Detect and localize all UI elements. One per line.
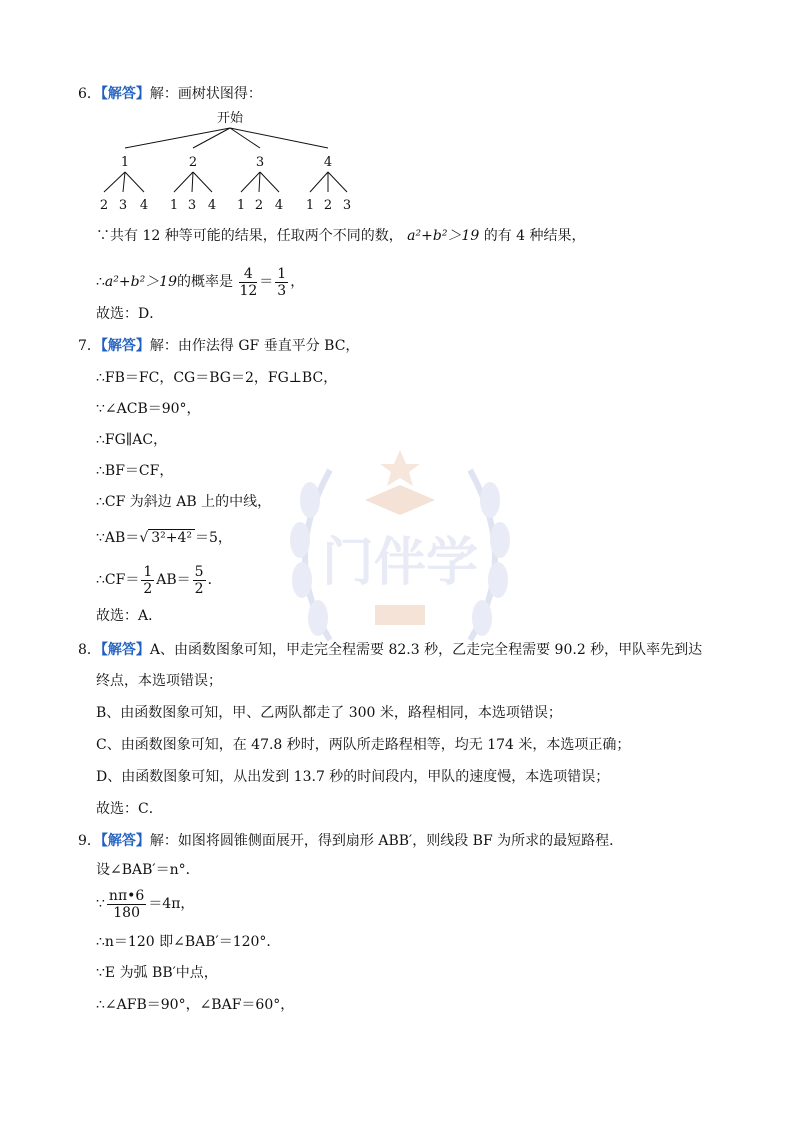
tree-branch-1: 1 [120,155,130,170]
tree-leaf: 4 [274,198,284,213]
square-root: √ 3²+4² [139,524,195,552]
tree-leaf: 1 [169,198,179,213]
tree-branch-2: 2 [188,155,198,170]
tree-root: 开始 [216,111,244,126]
q6-answer: 故选：D． [96,306,164,322]
q7-line6: ∴CF 为斜边 AB 上的中线， [96,494,272,510]
question-number: 7． [78,338,101,354]
answer-tag: 【解答】 [100,338,150,354]
tree-branch-3: 3 [255,155,265,170]
q8-line4: C、由函数图象可知，在 47.8 秒时，两队所走路程相等，均无 174 米，本选项正确； [96,737,631,753]
text-segment: 的有 4 种结果， [483,228,586,244]
fraction: $\frac{5}{2}$ [194,563,204,597]
q8-answer: 故选：C． [96,801,163,817]
q8-line2: 终点，本选项错误； [96,673,222,689]
question-number: 9． [78,833,101,849]
q9-line6: ∴∠AFB＝90°，∠BAF＝60°， [96,997,295,1013]
q6-line2 [96,226,586,246]
tree-diagram [90,106,380,216]
fraction: $\frac{1}{3}$ [277,265,287,299]
q7-line2: ∴FB＝FC，CG＝BG＝2，FG⊥BC， [96,370,338,386]
tree-leaf: 2 [254,198,264,213]
math-expression: a²+b²＞19 [104,274,177,290]
q8-line3: B、由函数图象可知，甲、乙两队都走了 300 米，路程相同，本选项错误； [96,705,562,721]
q7-line8: ∴CF＝ $\frac{1}{2}$ AB＝ $\frac{5}{2}$ ． [96,563,222,597]
q7-line1: 解：由作法得 GF 垂直平分 BC， [149,338,360,354]
answer-tag: 【解答】 [100,642,150,658]
q7-heading [78,336,359,356]
tree-leaf: 3 [342,198,352,213]
fraction: $\frac{4}{12}$ [239,265,258,299]
text-segment: 的概率是 [177,274,233,290]
answer-tag: 【解答】 [100,833,150,849]
watermark-text: 门伴学 [321,533,479,593]
q6-line1: 解：画树状图得： [149,86,262,102]
q9-line1: 解：如图将圆锥侧面展开，得到扇形 ABB′，则线段 BF 为所求的最短路程． [149,833,624,849]
q8-line5: D、由函数图象可知，从出发到 13.7 秒的时间段内，甲队的速度慢，本选项错误； [96,769,610,785]
fraction: $\frac{n\pi•6}{180}$ [108,887,145,921]
tree-leaf: 4 [207,198,217,213]
text-segment: ∴ [96,274,105,290]
q9-line2: 设∠BAB′＝n°． [96,862,200,878]
tree-leaf: 1 [236,198,246,213]
tree-leaf: 1 [305,198,315,213]
q6-heading [78,84,262,104]
q6-line3: ∴a²+b²＞19的概率是 $\frac{4}{12}$ ＝ $\frac{1}{3}$ ， [96,265,305,299]
q9-line4: ∴n＝120 即∠BAB′＝120°． [96,934,281,950]
tree-leaf: 4 [139,198,149,213]
q9-heading [78,831,623,851]
q7-line5: ∴BF＝CF， [96,463,174,479]
q7-answer: 故选：A． [96,608,163,624]
answer-tag: 【解答】 [100,86,150,102]
question-number: 8． [78,642,101,658]
q7-line7: ∵AB＝√ 3²+4² ＝5， [96,524,232,552]
tree-leaf: 3 [187,198,197,213]
q8-heading [78,640,702,660]
fraction: $\frac{1}{2}$ [143,563,153,597]
text-segment: ∵共有 12 种等可能的结果，任取两个不同的数， [96,228,403,244]
tree-branch-4: 4 [323,155,333,170]
question-number: 6． [78,86,101,102]
tree-leaf: 2 [323,198,333,213]
tree-leaf: 2 [99,198,109,213]
q7-line4: ∴FG∥AC， [96,432,168,448]
q9-line3: ∵ $\frac{n\pi•6}{180}$ ＝4π， [96,887,195,921]
q8-line1: A、由函数图象可知，甲走完全程需要 82.3 秒，乙走完全程需要 90.2 秒，甲队率先到达 [149,642,703,658]
q7-line3: ∵∠ACB＝90°， [96,401,201,417]
watermark-logo [270,440,530,670]
tree-leaf: 3 [118,198,128,213]
math-expression: a²+b²＞19 [407,228,480,244]
q9-line5: ∵E 为弧 BB′中点， [96,965,218,981]
